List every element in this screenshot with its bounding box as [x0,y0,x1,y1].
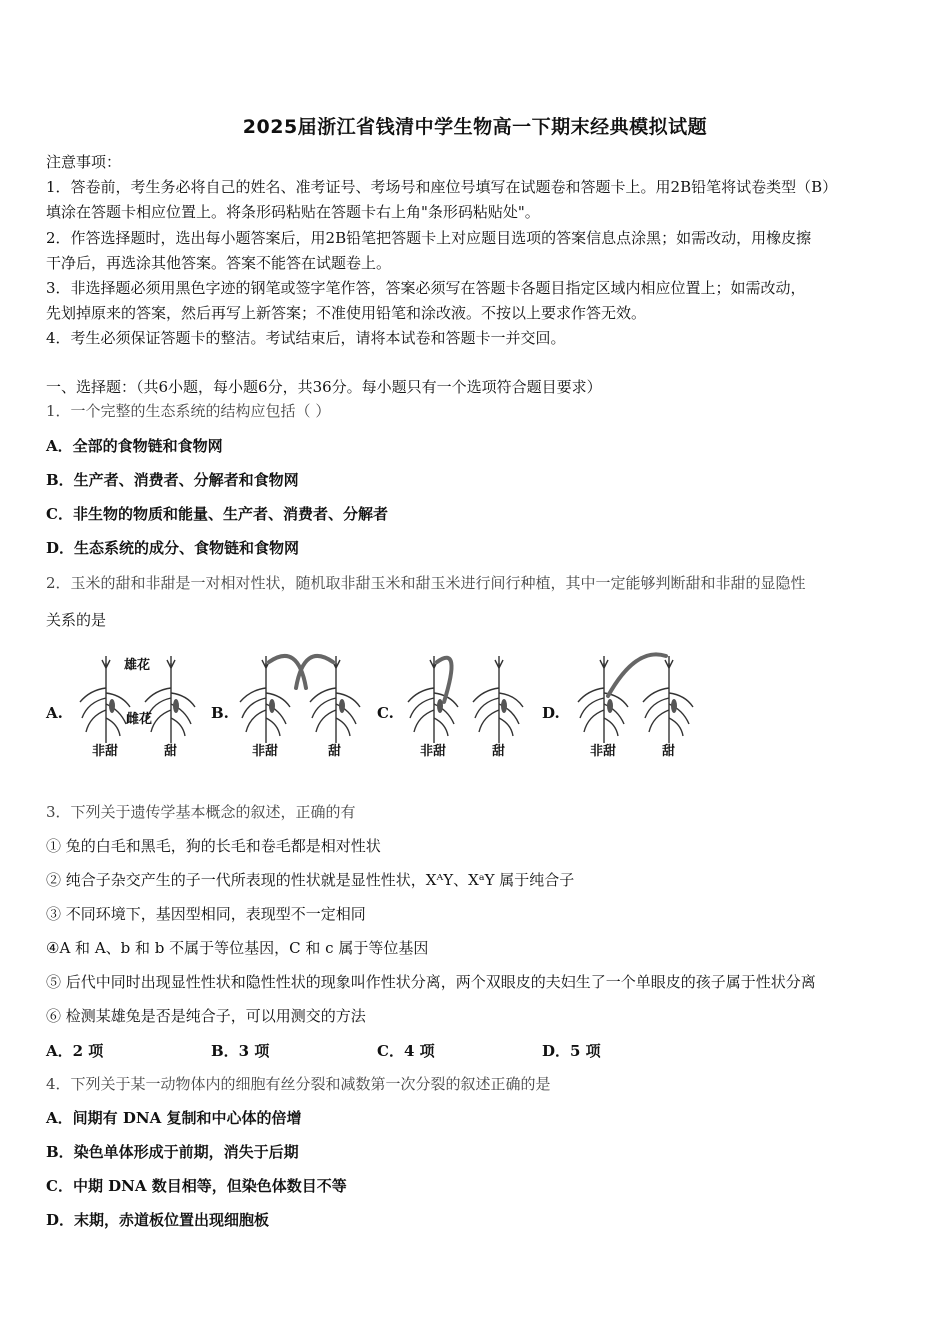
question-2-stem: 2．玉米的甜和非甜是一对相对性状，随机取非甜玉米和甜玉米进行间行种植，其中一定能够判断甜和非甜的显隐性 [46,574,806,592]
q3-statement: ① 兔的白毛和黑毛，狗的长毛和卷毛都是相对性状 [46,837,381,855]
label-sweet: 甜 [492,744,506,759]
label-sweet: 甜 [662,744,676,759]
corn-figure-a [76,648,201,763]
q3-option-c: C．4 项 [377,1042,435,1060]
page-title: 2025届浙江省钱清中学生物高一下期末经典模拟试题 [242,116,708,138]
q1-option-c: C．非生物的物质和能量、生产者、消费者、分解者 [46,505,388,523]
notice-line: 3．非选择题必须用黑色字迹的钢笔或签字笔作答，答案必须写在答题卡各题目指定区域内相应位置上；如需改动， [46,279,806,297]
q1-option-b: B．生产者、消费者、分解者和食物网 [46,471,299,489]
q3-statement: ② 纯合子杂交产生的子一代所表现的性状就是显性性状，XᴬY、XᵃY 属于纯合子 [46,871,575,889]
label-sweet: 甜 [164,744,178,759]
corn-figure-b [236,648,366,763]
q3-statement: ③ 不同环境下，基因型相同，表现型不一定相同 [46,905,366,923]
label-non-sweet: 非甜 [590,744,617,759]
question-4-stem: 4．下列关于某一动物体内的细胞有丝分裂和减数第一次分裂的叙述正确的是 [46,1075,551,1093]
figure-option-c-label: C. [377,704,394,722]
q3-option-a: A．2 项 [46,1042,104,1060]
q4-option-d: D．末期，赤道板位置出现细胞板 [46,1211,270,1229]
notice-line: 先划掉原来的答案，然后再写上新答案；不准使用铅笔和涂改液。不按以上要求作答无效。 [46,304,647,322]
label-non-sweet: 非甜 [92,744,119,759]
figure-option-a-label: A. [46,704,63,722]
q4-option-a: A．间期有 DNA 复制和中心体的倍增 [46,1109,302,1127]
label-female-flower: 雌花 [126,712,153,727]
q3-option-d: D．5 项 [542,1042,601,1060]
notice-line: 填涂在答题卡相应位置上。将条形码粘贴在答题卡右上角"条形码粘贴处"。 [46,203,540,221]
notice-line: 1．答卷前，考生务必将自己的姓名、准考证号、考场号和座位号填写在试题卷和答题卡上。用2B铅笔将试卷类型（B） [46,178,838,196]
question-1-stem: 1．一个完整的生态系统的结构应包括（ ） [46,402,331,420]
q3-statement: ④A 和 A、b 和 b 不属于等位基因，C 和 c 属于等位基因 [46,939,429,957]
q3-statement: ⑥ 检测某雄兔是否是纯合子，可以用测交的方法 [46,1007,366,1025]
corn-figure-d [574,648,699,763]
label-non-sweet: 非甜 [420,744,447,759]
notice-heading: 注意事项： [46,153,122,171]
notice-line: 干净后，再选涂其他答案。答案不能答在试题卷上。 [46,254,392,272]
label-non-sweet: 非甜 [252,744,279,759]
q4-option-c: C．中期 DNA 数目相等，但染色体数目不等 [46,1177,347,1195]
corn-figure-c [404,648,529,763]
notice-line: 4．考生必须保证答题卡的整洁。考试结束后，请将本试卷和答题卡一并交回。 [46,329,566,347]
q1-option-d: D．生态系统的成分、食物链和食物网 [46,539,300,557]
corn-figure-row [46,648,746,768]
figure-option-b-label: B. [211,704,229,722]
notice-line: 2．作答选择题时，选出每小题答案后，用2B铅笔把答题卡上对应题目选项的答案信息点涂黑；如需改动，用橡皮擦 [46,229,812,247]
question-3-stem: 3．下列关于遗传学基本概念的叙述，正确的有 [46,803,356,821]
question-2-stem-cont: 关系的是 [46,611,107,629]
label-sweet: 甜 [328,744,342,759]
q3-statement: ⑤ 后代中同时出现显性性状和隐性性状的现象叫作性状分离，两个双眼皮的夫妇生了一个单眼皮的孩子属于性状分离 [46,973,816,991]
figure-option-d-label: D. [542,704,560,722]
label-male-flower: 雄花 [124,658,151,673]
q3-option-b: B．3 项 [211,1042,270,1060]
q1-option-a: A．全部的食物链和食物网 [46,437,223,455]
section-heading: 一、选择题：（共6小题，每小题6分，共36分。每小题只有一个选项符合题目要求） [46,378,602,396]
q4-option-b: B．染色单体形成于前期，消失于后期 [46,1143,299,1161]
